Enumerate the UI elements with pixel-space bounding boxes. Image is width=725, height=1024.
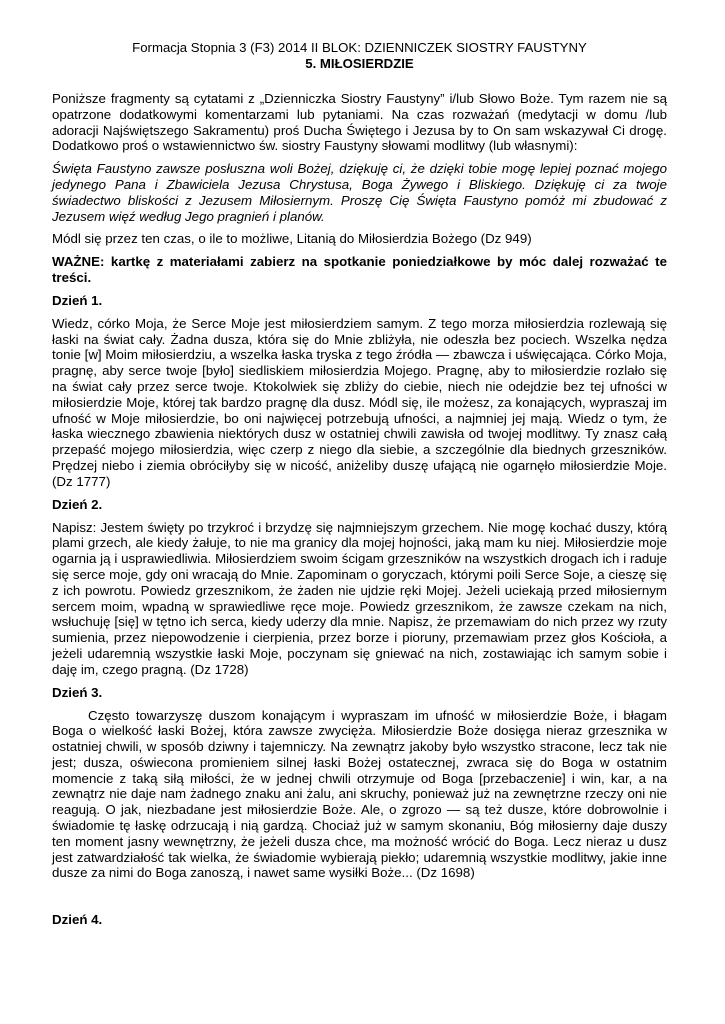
day-text: Często towarzyszę duszom konającym i wypraszam im ufność w miłosierdzie Boże, i błagam Boga o wielkość łaski Bożej, która zawsze zwycięża. Miłosierdzie Boże dosięga nieraz grzesznika w ostatniej chwili, w sposób dziwny i tajemniczy. Na zewnątrz jakoby było wszystko stracone, lecz tak nie jest; dusza, oświecona promieniem silnej łaski Bożej ostatecznej, zwraca się do Boga w ostatnim momencie z taką siłą miłości, że w jednej chwili otrzymuje od Boga [przebaczenie] i win, kar, a na zewnątrz nie daje nam żadnego znaku ani żalu, ani skruchy, ponieważ już na zewnętrzne rzeczy oni nie reagują. O jak, niezbadane jest miłosierdzie Boże. Ale, o zgrozo — są też dusze, które dobrowolnie i świadomie tę łaskę odrzucają i nią gardzą. Chociaż już w samym skonaniu, Bóg miłosierny daje duszy ten moment jasny wewnętrzny, że jeżeli dusza chce, ma możność wrócić do Boga. Lecz nieraz u dusz jest zatwardziałość tak wielka, że świadomie wybierają piekło; udaremnią wszystkie modlitwy, jakie inne dusze za nimi do Boga zanoszą, i nawet same wysiłki Boże... (Dz 1698) — [52, 707, 667, 881]
intro-section — [52, 91, 667, 286]
day-text: Wiedz, córko Moja, że Serce Moje jest miłosierdziem samym. Z tego morza miłosierdzia rozlewają się łaski na świat cały. Żadna dusza, która się do Mnie zbliżyła, nie odeszła bez pociech. Wszelka nędza tonie [w] Moim miłosierdziu, a wszelka łaska tryska z tego źródła — zbawcza i uświęcająca. Córko Moja, pragnę, aby serce twoje [było] siedliskiem miłosierdzia Mojego. Pragnę, aby to miłosierdzie rozlało się na świat cały przez serce twoje. Ktokolwiek się zbliży do ciebie, niech nie odejdzie bez tej ufności w miłosierdzie Moje, której tak bardzo pragnę dla dusz. Módl się, ile możesz, za konających, wypraszaj im ufność w Moje miłosierdzie, bo oni najwięcej potrzebują ufności, a najmniej jej mają. Wiedz o tym, że łaska wiecznego zbawienia niektórych dusz w ostatniej chwili zawisła od twojej modlitwy. Ty znasz całą przepaść mojego miłosierdzia, więc czerp z niego dla siebie, a szczególnie dla biednych grzeszników. Prędzej niebo i ziemia obróciłyby się w nicość, aniżeliby duszę ufającą nie ogarnęło miłosierdzie Moje. (Dz 1777) — [52, 315, 667, 489]
day-section-1 — [52, 293, 667, 490]
important-note: WAŻNE: kartkę z materiałami zabierz na spotkanie poniedziałkowe by móc dalej rozważać te treści. — [52, 254, 667, 285]
prayer-paragraph: Święta Faustyno zawsze posłuszna woli Bożej, dziękuję ci, że dzięki tobie mogę lepiej poznać mojego jedynego Pana i Zbawiciela Jezusa Chrystusa, Boga Żywego i Bliskiego. Dziękuję ci za twoje świadectwo bliskości z Jezusem Miłosiernym. Proszę Cię Święta Faustyno pomóż mi zbudować z Jezusem więź według Jego pragnień i planów. — [52, 161, 667, 224]
day-section-4 — [52, 912, 667, 928]
document-page — [52, 40, 667, 935]
day-heading: Dzień 2. — [52, 496, 103, 512]
day-heading: Dzień 1. — [52, 292, 103, 308]
document-header-line: Formacja Stopnia 3 (F3) 2014 II BLOK: DZIENNICZEK SIOSTRY FAUSTYNY — [132, 40, 587, 55]
day-heading: Dzień 4. — [52, 912, 103, 928]
day-section-3 — [52, 685, 667, 882]
day-text: Napisz: Jestem święty po trzykroć i brzydzę się najmniejszym grzechem. Nie mogę kochać duszy, którą plami grzech, ale kiedy żałuje, to nie ma granicy dla mojej hojności, jaką mam ku niej. Miłosierdzie moje ogarnia ją i usprawiedliwia. Miłosierdziem swoim ścigam grzeszników na wszystkich drogach ich i raduje się serce moje, gdy oni wracają do Mnie. Zapominam o goryczach, którymi poili Serce Soje, a cieszę się z ich powrotu. Powiedz grzesznikom, że żaden nie ujdzie ręki Mojej. Jeżeli uciekają przed miłosiernym sercem moim, wpadną w sprawiedliwe ręce moje. Powiedz grzesznikom, że zawsze czekam na nich, wsłuchuję [się] w tętno ich serca, kiedy uderzy dla mnie. Napisz, że przemawiam do nich przez wy rzuty sumienia, przez niepowodzenie i cierpienia, przez borze i pioruny, przemawiam przez głos Kościoła, a jeżeli udaremnią wszystkie łaski Moje, poczynam się gniewać na nich, zostawiając ich samym sobie i daję im, czego pragną. (Dz 1728) — [52, 519, 667, 677]
spacer — [52, 888, 667, 912]
litany-paragraph: Módl się przez ten czas, o ile to możliwe, Litanią do Miłosierdzia Bożego (Dz 949) — [52, 231, 532, 247]
intro-paragraph: Poniższe fragmenty są cytatami z „Dzienniczka Siostry Faustyny” i/lub Słowo Boże. Tym razem nie są opatrzone dodatkowymi komentarzami lub pytaniami. Na czas rozważań (medytacji w domu /lub adoracji Najświętszego Sakramentu) proś Ducha Świętego i Jezusa by to On sam wskazywał Ci drogę. Dodatkowo proś o wstawiennictwo św. siostry Faustyny słowami modlitwy (lub własnymi): — [52, 91, 667, 154]
day-section-2 — [52, 497, 667, 678]
document-title: 5. MIŁOSIERDZIE — [305, 56, 414, 71]
day-heading: Dzień 3. — [52, 684, 103, 700]
